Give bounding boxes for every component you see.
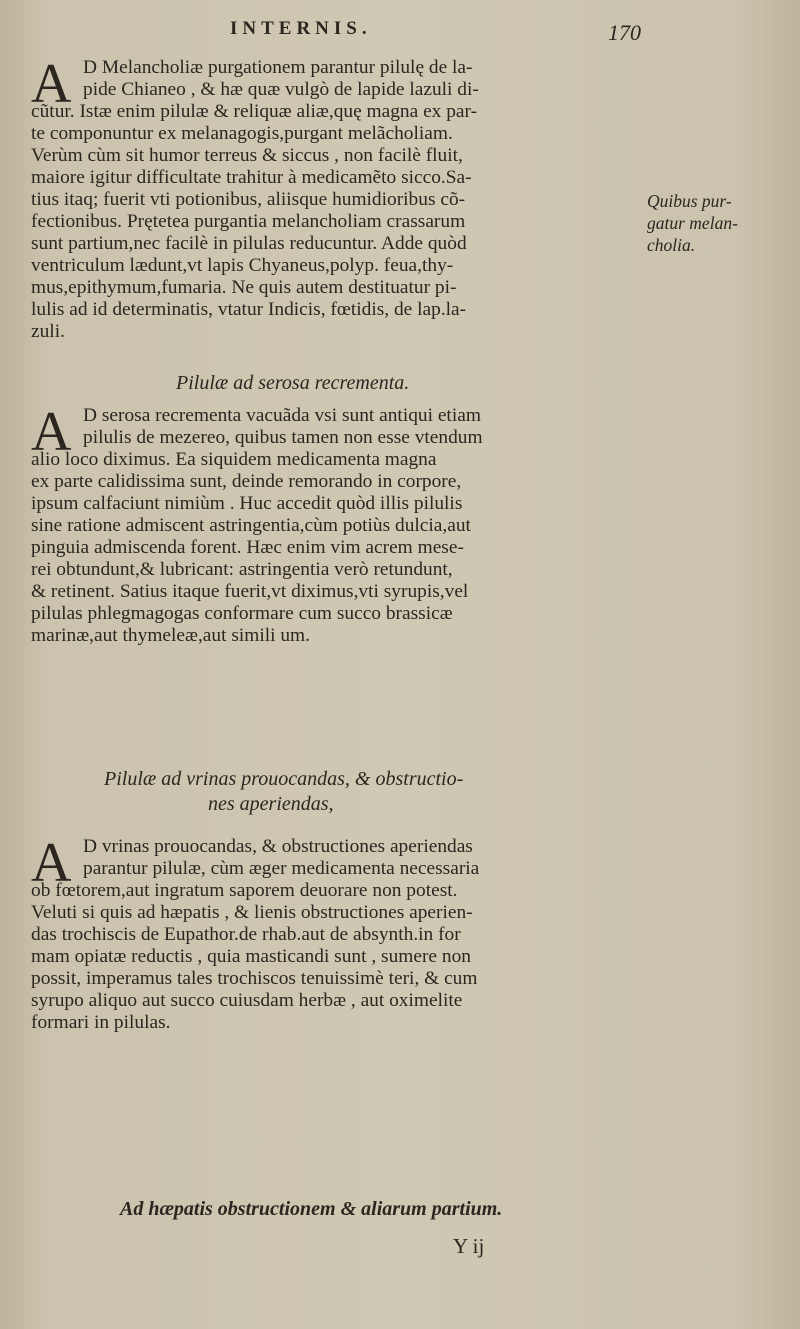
text-line: pilulis de mezereo, quibus tamen non esse vtendum <box>83 427 483 448</box>
text-line: D vrinas prouocandas, & obstructiones aperiendas <box>83 836 473 857</box>
text-line: D serosa recrementa vacuãda vsi sunt antiqui etiam <box>83 405 481 426</box>
text-line: fectionibus. Prętetea purgantia melancholiam crassarum <box>31 211 466 232</box>
drop-capital: A <box>31 401 72 463</box>
text-line: mus,epithymum,fumaria. Ne quis autem destituatur pi- <box>31 277 457 298</box>
text-line: mam opiatæ reductis , quia masticandi sunt , sumere non <box>31 946 471 967</box>
text-line: D Melancholiæ purgationem parantur pilulę de la- <box>83 57 473 78</box>
text-line: cũtur. Istæ enim pilulæ & reliquæ aliæ,quę magna ex par- <box>31 101 478 122</box>
text-line: sine ratione admiscent astringentia,cùm potiùs dulcia,aut <box>31 515 471 536</box>
marginal-note-line: cholia. <box>647 235 696 255</box>
signature-mark: Y ij <box>453 1234 485 1258</box>
text-line: parantur pilulæ, cùm æger medicamenta necessaria <box>83 858 480 879</box>
page-header <box>0 18 800 48</box>
text-line: Verùm cùm sit humor terreus & siccus , non facilè fluit, <box>31 145 463 166</box>
text-line: possit, imperamus tales trochiscos tenuissimè teri, & cum <box>31 968 478 989</box>
text-line: maiore igitur difficultate trahitur à medicamẽto sicco.Sa- <box>31 167 472 188</box>
text-line: pide Chianeo , & hæ quæ vulgò de lapide lazuli di- <box>83 79 479 100</box>
section-heading: Pilulæ ad vrinas prouocandas, & obstructio- <box>104 768 464 790</box>
text-line: alio loco diximus. Ea siquidem medicamenta magna <box>31 449 437 470</box>
text-line: formari in pilulas. <box>31 1012 171 1033</box>
text-line: Veluti si quis ad hæpatis , & lienis obstructiones aperien- <box>31 902 473 923</box>
section-heading-continued: nes aperiendas, <box>208 793 334 815</box>
drop-capital: A <box>31 53 72 115</box>
text-line: ipsum calfaciunt nimiùm . Huc accedit quòd illis pilulis <box>31 493 463 514</box>
text-line: ex parte calidissima sunt, deinde remorando in corpore, <box>31 471 462 492</box>
marginal-note-line: Quibus pur- <box>647 191 732 211</box>
marginal-note-line: gatur melan- <box>647 213 738 233</box>
text-line: & retinent. Satius itaque fuerit,vt diximus,vti syrupis,vel <box>31 581 469 602</box>
drop-capital: A <box>31 832 72 894</box>
text-line: te componuntur ex melanagogis,purgant melãcholiam. <box>31 123 453 144</box>
text-line: ventriculum lædunt,vt lapis Chyaneus,polyp. feua,thy- <box>31 255 454 276</box>
text-line: lulis ad id determinatis, vtatur Indicis, fœtidis, de lap.la- <box>31 299 467 320</box>
text-line: pinguia admiscenda forent. Hæc enim vim acrem mese- <box>31 537 464 558</box>
section-heading: Pilulæ ad serosa recrementa. <box>176 372 410 394</box>
text-line: das trochiscis de Eupathor.de rhab.aut de absynth.in for <box>31 924 461 945</box>
page-number: 170 <box>608 20 641 45</box>
text-line: marinæ,aut thymeleæ,aut simili um. <box>31 625 310 646</box>
text-line: ob fœtorem,aut ingratum saporem deuorare non potest. <box>31 880 458 901</box>
text-line: sunt partium,nec facilè in pilulas reducuntur. Adde quòd <box>31 233 467 254</box>
section-heading: Ad hæpatis obstructionem & aliarum partium. <box>120 1198 503 1220</box>
text-line: rei obtundunt,& lubricant: astringentia verò retundunt, <box>31 559 453 580</box>
text-line: syrupo aliquo aut succo cuiusdam herbæ , aut oximelite <box>31 990 463 1011</box>
text-line: pilulas phlegmagogas conformare cum succo brassicæ <box>31 603 453 624</box>
running-head: INTERNIS. <box>230 18 372 39</box>
text-line: zuli. <box>31 321 65 342</box>
text-line: tius itaq; fuerit vti potionibus, aliisque humidioribus cõ- <box>31 189 466 210</box>
